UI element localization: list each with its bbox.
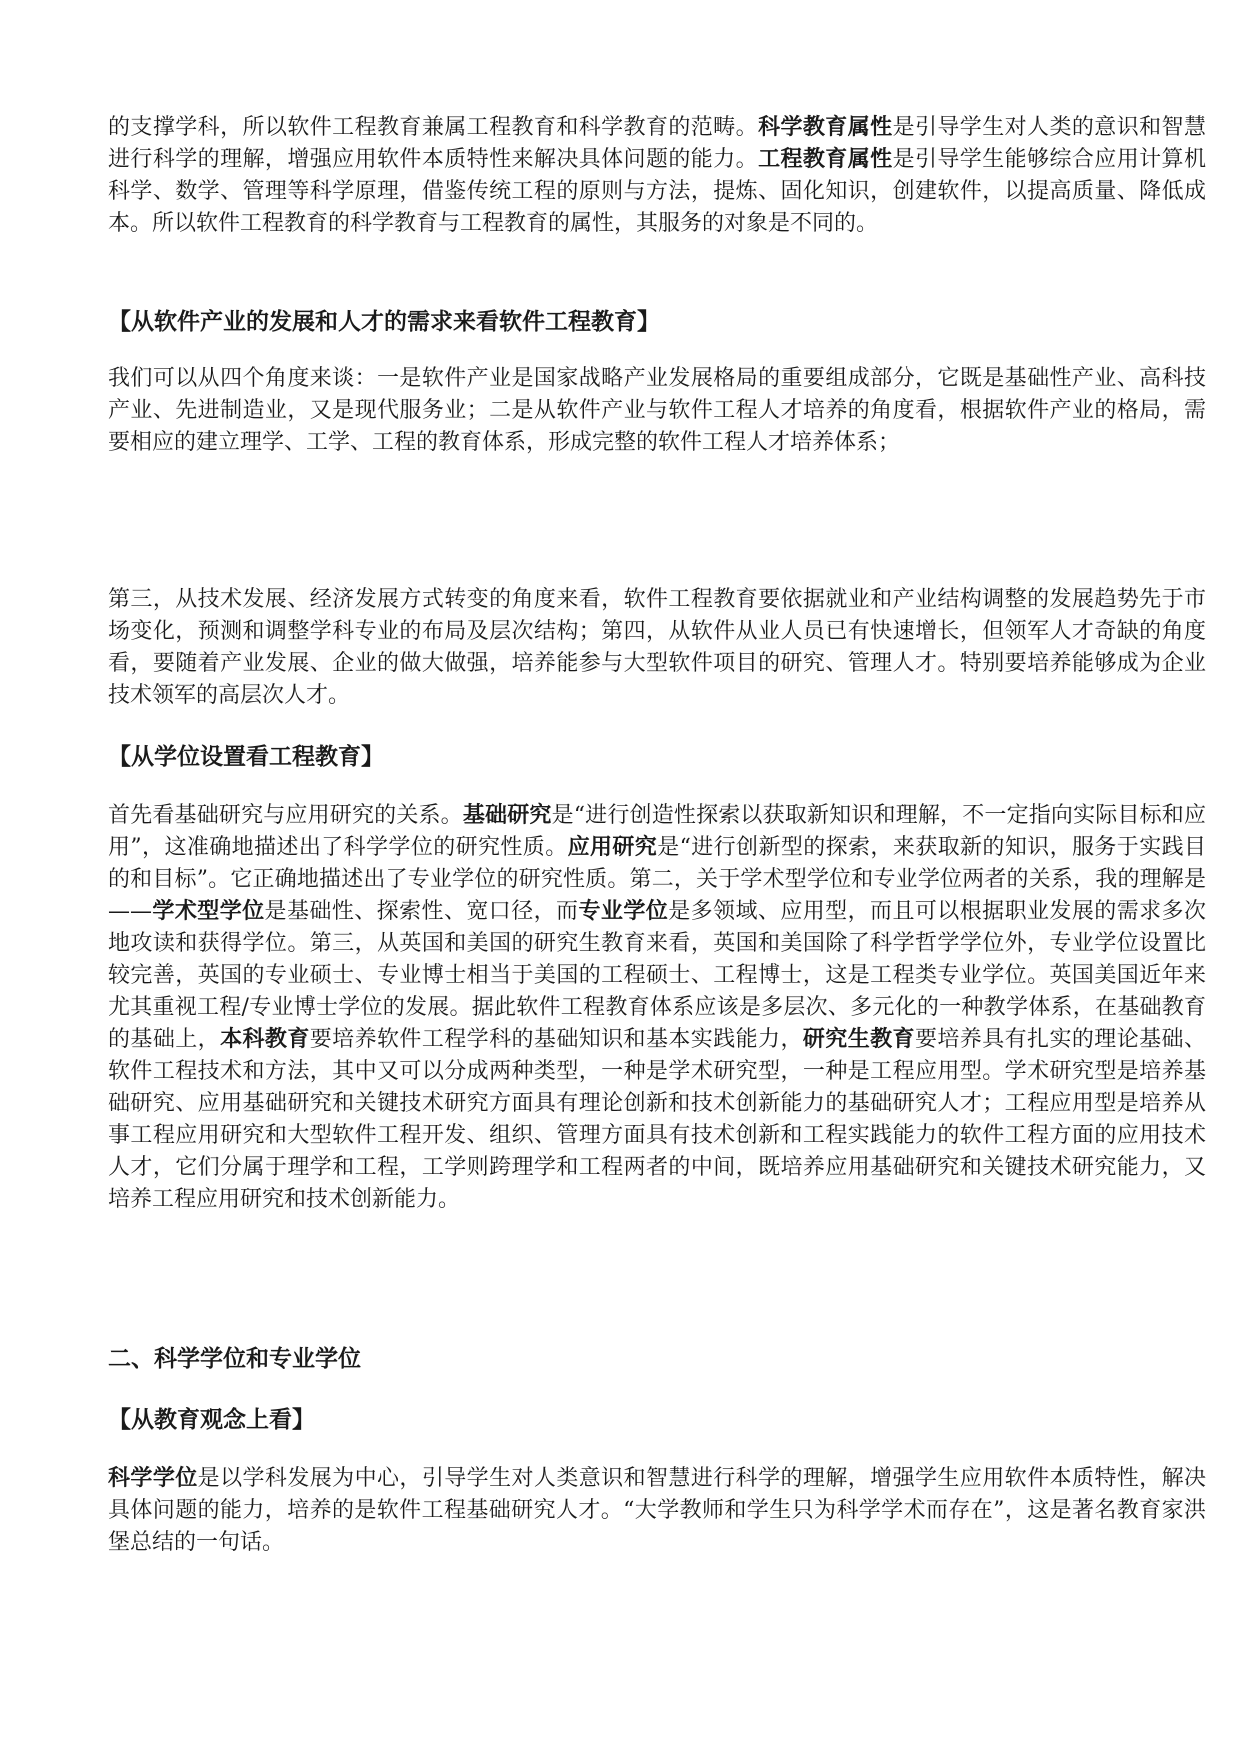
bold-term: 专业学位 xyxy=(578,899,669,924)
paragraph-third-fourth: 第三，从技术发展、经济发展方式转变的角度来看，软件工程教育要依据就业和产业结构调整的发展趋势先于市场变化，预测和调整学科专业的布局及层次结构；第四，从软件从业人员已有快速增长，但领军人才奇缺的角度看，要随着产业发展、企业的做大做强，培养能参与大型软件项目的研究、管理人才。特别要培养能够成为企业技术领军的高层次人才。 xyxy=(108,587,1206,708)
bold-term: 工程教育属性 xyxy=(758,147,893,172)
bold-term: 基础研究 xyxy=(462,803,552,828)
bold-term: 研究生教育 xyxy=(802,1027,915,1052)
section-heading-science-professional-degree: 二、科学学位和专业学位 xyxy=(108,1346,361,1372)
bold-term: 本科教育 xyxy=(220,1027,310,1052)
paragraph-four-angles: 我们可以从四个角度来谈：一是软件产业是国家战略产业发展格局的重要组成部分，它既是基础性产业、高科技产业、先进制造业，又是现代服务业；二是从软件产业与软件工程人才培养的角度看，根据软件产业的格局，需要相应的建立理学、工学、工程的教育体系，形成完整的软件工程人才培养体系； xyxy=(108,366,1206,455)
bold-term: 学术型学位 xyxy=(152,899,265,924)
section-heading-education-concept: 【从教育观念上看】 xyxy=(108,1407,315,1433)
section-heading-degree-setup: 【从学位设置看工程教育】 xyxy=(108,744,384,770)
paragraph-basic-applied-research: 首先看基础研究与应用研究的关系。基础研究是“进行创造性探索以获取新知识和理解，不一定指向实际目标和应用”，这准确地描述出了科学学位的研究性质。应用研究是“进行创新型的探索，来获取新的知识，服务于实践目的和目标”。它正确地描述出了专业学位的研究性质。第二，关于学术型学位和专业学位两者的关系，我的理解是——学术型学位是基础性、探索性、宽口径，而专业学位是多领域、应用型，而且可以根据职业发展的需求多次地攻读和获得学位。第三，从英国和美国的研究生教育来看，英国和美国除了科学哲学学位外，专业学位设置比较完善，英国的专业硕士、专业博士相当于美国的工程硕士、工程博士，这是工程类专业学位。英国美国近年来尤其重视工程/专业博士学位的发展。据此软件工程教育体系应该是多层次、多元化的一种教学体系，在基础教育的基础上，本科教育要培养软件工程学科的基础知识和基本实践能力，研究生教育要培养具有扎实的理论基础、软件工程技术和方法，其中又可以分成两种类型，一种是学术研究型，一种是工程应用型。学术研究型是培养基础研究、应用基础研究和关键技术研究方面具有理论创新和技术创新能力的基础研究人才；工程应用型是培养从事工程应用研究和大型软件工程开发、组织、管理方面具有技术创新和工程实践能力的软件工程方面的应用技术人才，它们分属于理学和工程，工学则跨理学和工程两者的中间，既培养应用基础研究和关键技术研究能力，又培养工程应用研究和技术创新能力。 xyxy=(108,803,1206,1212)
bold-term: 应用研究 xyxy=(567,835,658,860)
paragraph-education-attributes: 的支撑学科，所以软件工程教育兼属工程教育和科学教育的范畴。科学教育属性是引导学生对人类的意识和智慧进行科学的理解，增强应用软件本质特性来解决具体问题的能力。工程教育属性是引导学生能够综合应用计算机科学、数学、管理等科学原理，借鉴传统工程的原则与方法，提炼、固化知识，创建软件，以提高质量、降低成本。所以软件工程教育的科学教育与工程教育的属性，其服务的对象是不同的。 xyxy=(108,115,1206,236)
bold-term: 科学学位 xyxy=(108,1466,198,1491)
paragraph-science-degree: 科学学位是以学科发展为中心，引导学生对人类意识和智慧进行科学的理解，增强学生应用软件本质特性，解决具体问题的能力，培养的是软件工程基础研究人才。“大学教师和学生只为科学学术而存在”，这是著名教育家洪堡总结的一句话。 xyxy=(108,1466,1206,1555)
bold-term: 科学教育属性 xyxy=(758,115,893,140)
section-heading-industry: 【从软件产业的发展和人才的需求来看软件工程教育】 xyxy=(108,309,660,335)
